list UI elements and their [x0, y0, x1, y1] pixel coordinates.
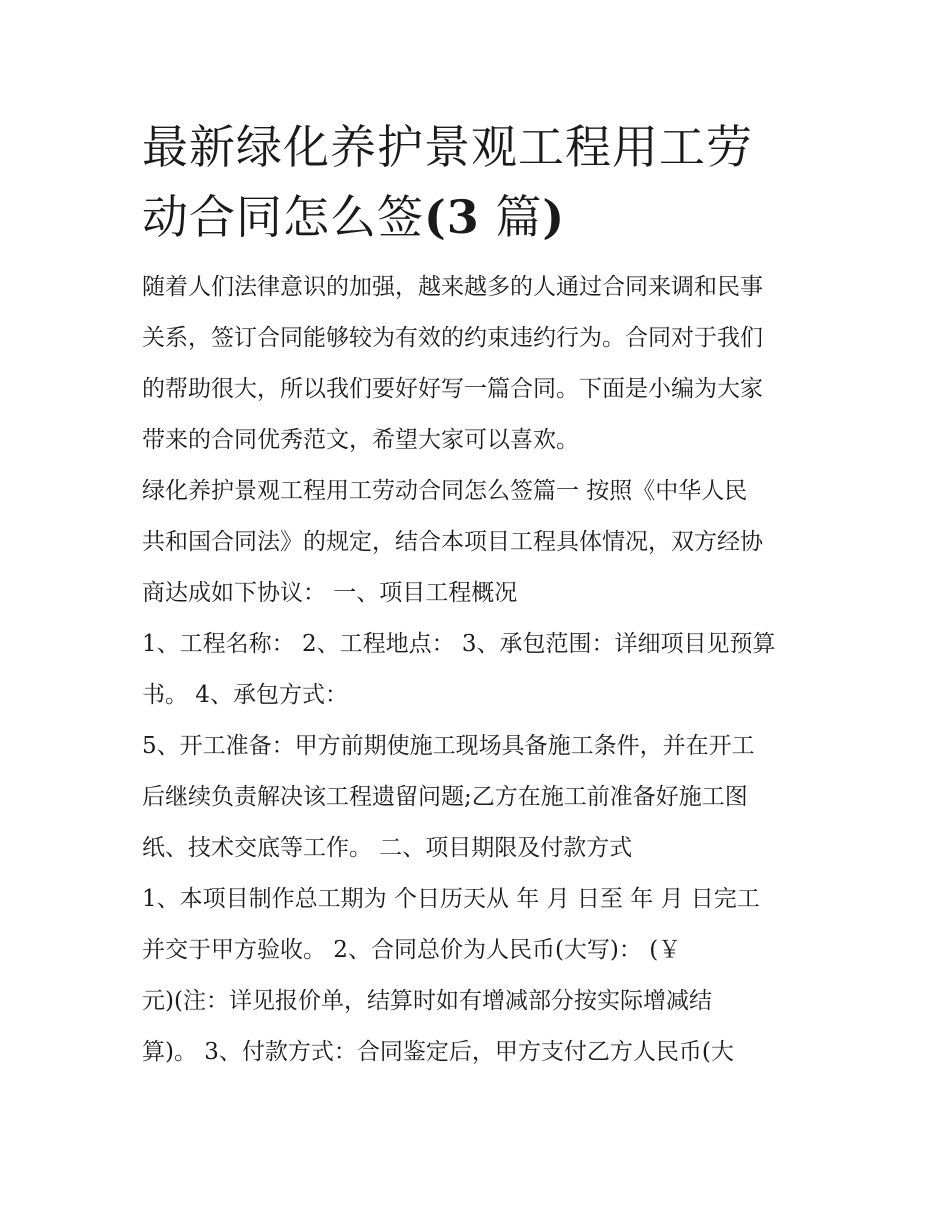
body-line: 商达成如下协议： 一、项目工程概况: [142, 580, 518, 606]
document-body: [142, 262, 822, 1078]
body-line: 5、开工准备：甲方前期使施工现场具备施工条件，并在开工: [142, 733, 755, 759]
title-line-2-end: ): [542, 190, 566, 244]
body-line: 纸、技术交底等工作。 二、项目期限及付款方式: [142, 835, 633, 861]
body-line: 元)(注：详见报价单，结算时如有增减部分按实际增减结: [142, 988, 712, 1014]
body-line: 关系，签订合同能够较为有效的约束违约行为。合同对于我们: [142, 325, 763, 351]
document-page: [142, 112, 822, 1078]
body-line: 的帮助很大，所以我们要好好写一篇合同。下面是小编为大家: [142, 376, 763, 402]
body-line: 1、本项目制作总工期为 个日历天从 年 月 日至 年 月 日完工: [142, 886, 760, 912]
title-line-1: 最新绿化养护景观工程用工劳: [142, 120, 753, 174]
body-line: 共和国合同法》的规定，结合本项目工程具体情况，双方经协: [142, 529, 763, 555]
body-line: 随着人们法律意识的加强，越来越多的人通过合同来调和民事: [142, 274, 763, 300]
body-line: 后继续负责解决该工程遗留问题;乙方在施工前准备好施工图: [142, 784, 748, 810]
document-title: [142, 112, 822, 252]
body-line: 并交于甲方验收。 2、合同总价为人民币(大写)： (￥: [142, 937, 682, 963]
body-line: 1、工程名称： 2、工程地点： 3、承包范围：详细项目见预算: [142, 631, 776, 657]
title-line-2-bold: (3: [424, 190, 480, 244]
title-line-2-mid: 篇: [479, 190, 543, 244]
body-line: 绿化养护景观工程用工劳动合同怎么签篇一 按照《中华人民: [142, 478, 748, 504]
body-line: 算)。 3、付款方式：合同鉴定后，甲方支付乙方人民币(大: [142, 1039, 734, 1065]
body-line: 带来的合同优秀范文，希望大家可以喜欢。: [142, 427, 579, 453]
body-line: 书。 4、承包方式：: [142, 682, 348, 708]
title-line-2-prefix: 动合同怎么签: [142, 190, 424, 244]
